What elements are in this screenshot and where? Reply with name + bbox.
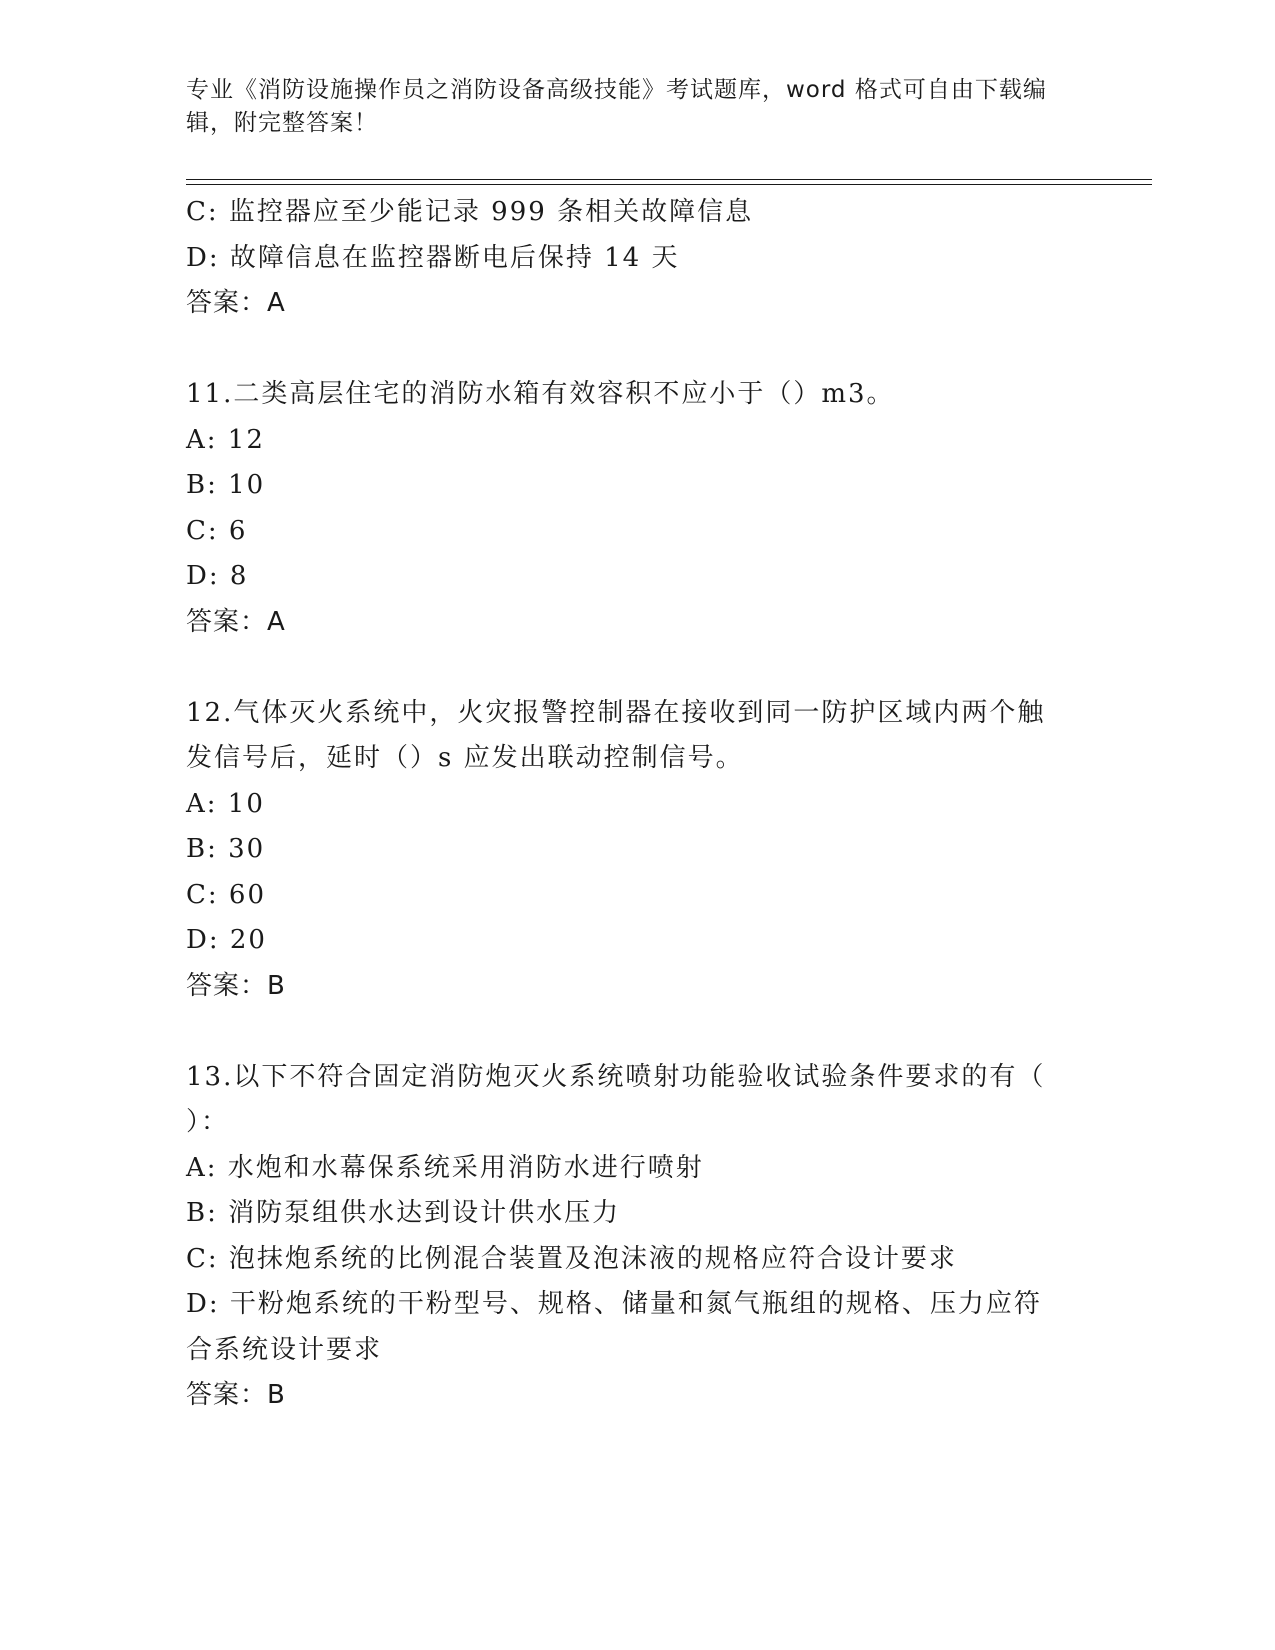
spacer bbox=[186, 1009, 1086, 1055]
option-b: B: 10 bbox=[186, 470, 266, 500]
header-rule-bottom bbox=[186, 184, 1152, 185]
option-a: A: 10 bbox=[186, 788, 265, 819]
question-13-block bbox=[186, 1055, 1086, 1419]
option-a: A: 水炮和水幕保系统采用消防水进行喷射 bbox=[186, 1152, 704, 1183]
page-header bbox=[186, 74, 1066, 140]
question-stem-line-1: 13.以下不符合固定消防炮灭火系统喷射功能验收试验条件要求的有（ bbox=[186, 1061, 1046, 1092]
prev-question-block bbox=[186, 190, 1086, 327]
option-b: B: 30 bbox=[186, 834, 266, 864]
answer-line: 答案：B bbox=[186, 970, 286, 1001]
option-c: C: 60 bbox=[186, 879, 267, 910]
question-stem-line-1: 12.气体灭火系统中，火灾报警控制器在接收到同一防护区域内两个触 bbox=[186, 697, 1046, 728]
option-a: A: 12 bbox=[186, 424, 265, 455]
question-content bbox=[186, 190, 1086, 1419]
option-d-line-1: D: 干粉炮系统的干粉型号、规格、储量和氮气瓶组的规格、压力应符 bbox=[186, 1289, 1042, 1319]
option-d: D: 故障信息在监控器断电后保持 14 天 bbox=[186, 242, 680, 273]
header-line-1: 专业《消防设施操作员之消防设备高级技能》考试题库，word 格式可自由下载编 bbox=[186, 77, 1047, 103]
question-stem-line-2: 发信号后，延时（）s 应发出联动控制信号。 bbox=[186, 743, 744, 773]
option-d: D: 8 bbox=[186, 561, 249, 591]
answer-line: 答案：A bbox=[186, 288, 286, 318]
option-d: D: 20 bbox=[186, 925, 267, 955]
option-c: C: 监控器应至少能记录 999 条相关故障信息 bbox=[186, 197, 754, 227]
answer-line: 答案：B bbox=[186, 1380, 286, 1410]
header-rule-top bbox=[186, 179, 1152, 180]
option-d-line-2: 合系统设计要求 bbox=[186, 1334, 383, 1365]
spacer bbox=[186, 645, 1086, 691]
question-11-block bbox=[186, 372, 1086, 645]
header-line-2: 辑，附完整答案！ bbox=[186, 110, 378, 136]
spacer bbox=[186, 327, 1086, 373]
option-b: B: 消防泵组供水达到设计供水压力 bbox=[186, 1198, 621, 1228]
option-c: C: 泡抹炮系统的比例混合装置及泡沫液的规格应符合设计要求 bbox=[186, 1243, 957, 1274]
question-stem: 11.二类高层住宅的消防水箱有效容积不应小于（）m3。 bbox=[186, 379, 895, 409]
option-c: C: 6 bbox=[186, 515, 248, 546]
question-stem-line-2: ）： bbox=[186, 1107, 230, 1137]
answer-line: 答案：A bbox=[186, 606, 286, 637]
question-12-block bbox=[186, 691, 1086, 1010]
